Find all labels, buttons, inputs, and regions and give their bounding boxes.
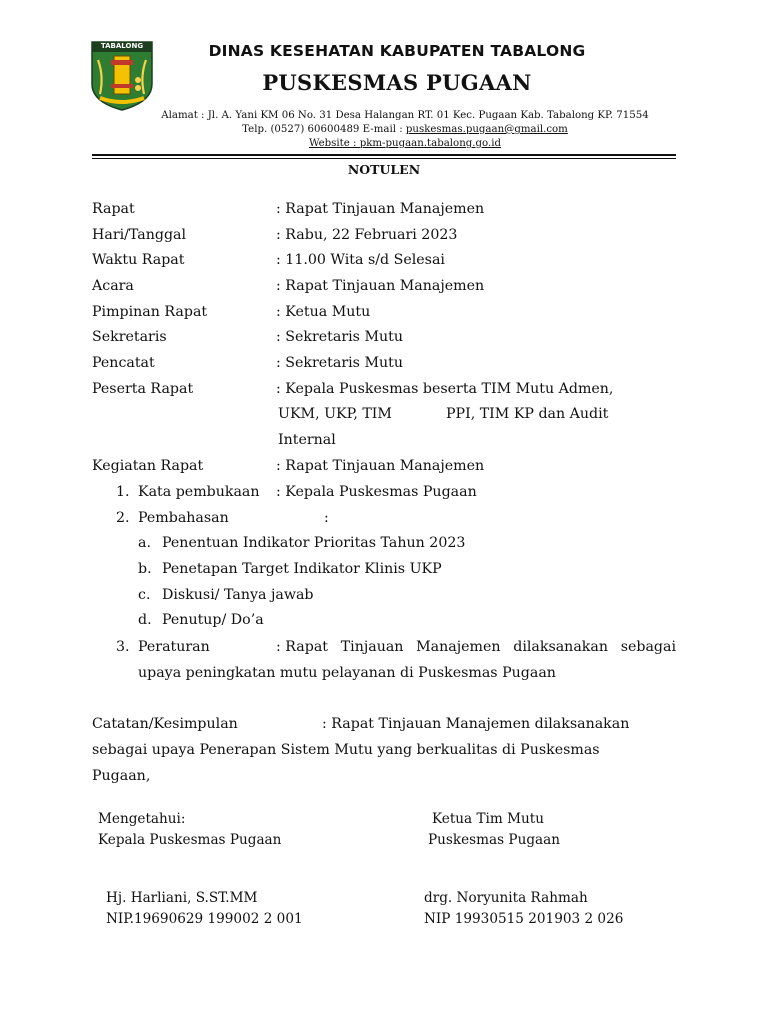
peserta-continuation: Internal	[278, 432, 336, 448]
catatan-value: : Rapat Tinjauan Manajemen dilaksanakan	[322, 716, 630, 732]
item-number: 3.	[116, 639, 130, 655]
item-number: 2.	[116, 510, 130, 526]
subitem-letter: b.	[138, 561, 152, 577]
field-label: Sekretaris	[92, 329, 167, 345]
field-value: : Rapat Tinjauan Manajemen	[276, 278, 485, 294]
peraturan-word: Manajemen	[416, 639, 501, 655]
subitem-letter: d.	[138, 612, 152, 628]
field-value: : Ketua Mutu	[276, 304, 371, 320]
field-label: Hari/Tanggal	[92, 227, 187, 243]
kegiatan-label: Kegiatan Rapat	[92, 458, 204, 474]
field-label: Pimpinan Rapat	[92, 304, 208, 320]
peraturan-word: Tinjauan	[340, 639, 404, 655]
item-label: Kata pembukaan	[138, 484, 260, 500]
signature-role: Mengetahui:	[98, 811, 186, 827]
item-value: :	[324, 510, 329, 526]
peraturan-line1	[276, 638, 676, 656]
peraturan-word: sebagai	[620, 639, 676, 655]
subitem-text: Diskusi/ Tanya jawab	[162, 587, 314, 603]
peserta-continuation: PPI, TIM KP dan Audit	[446, 406, 609, 422]
signature-position: Kepala Puskesmas Pugaan	[98, 832, 282, 848]
website-link[interactable]: Website : pkm-pugaan.tabalong.go.id	[308, 138, 502, 149]
signatory-name: Hj. Harliani, S.ST.MM	[106, 890, 258, 906]
subitem-letter: c.	[138, 587, 151, 603]
field-value: : Sekretaris Mutu	[276, 355, 403, 371]
signature-position: Puskesmas Pugaan	[428, 832, 560, 848]
signatory-nip: NIP 19930515 201903 2 026	[424, 911, 624, 927]
header-divider-thick	[92, 154, 676, 156]
subitem-letter: a.	[138, 535, 151, 551]
field-label: Acara	[92, 278, 134, 294]
signatory-nip: NIP.19690629 199002 2 001	[106, 911, 303, 927]
subitem-text: Penentuan Indikator Prioritas Tahun 2023	[162, 535, 466, 551]
field-label: Rapat	[92, 201, 135, 217]
email-link[interactable]: puskesmas.pugaan@gmail.com	[405, 124, 568, 135]
agency-name: DINAS KESEHATAN KABUPATEN TABALONG	[208, 42, 586, 60]
peraturan-line2: upaya peningkatan mutu pelayanan di Puskesmas Pugaan	[138, 665, 556, 681]
document-title: NOTULEN	[347, 162, 421, 177]
field-value: : Kepala Puskesmas beserta TIM Mutu Admen,	[276, 381, 614, 397]
peraturan-word: dilaksanakan	[513, 639, 608, 655]
signature-role: Ketua Tim Mutu	[432, 811, 544, 827]
item-label: Peraturan	[138, 639, 210, 655]
contact-line	[90, 124, 720, 135]
field-label: Waktu Rapat	[92, 252, 185, 268]
phone-text: Telp. (0527) 60600489 E-mail :	[242, 124, 406, 135]
field-label: Pencatat	[92, 355, 155, 371]
item-number: 1.	[116, 484, 130, 500]
peserta-continuation: UKM, UKP, TIM	[278, 406, 392, 422]
field-value: : Rapat Tinjauan Manajemen	[276, 201, 485, 217]
subitem-text: Penutup/ Do’a	[162, 612, 264, 628]
signatory-name: drg. Noryunita Rahmah	[424, 890, 588, 906]
peraturan-word: : Rapat	[276, 639, 329, 655]
website-line	[90, 138, 720, 149]
header-divider-thin	[92, 158, 676, 159]
field-label: Peserta Rapat	[92, 381, 194, 397]
address-line: Alamat : Jl. A. Yani KM 06 No. 31 Desa Halangan RT. 01 Kec. Pugaan Kab. Tabalong KP. 71554	[161, 110, 649, 121]
catatan-line: Pugaan,	[92, 768, 151, 784]
kegiatan-value: : Rapat Tinjauan Manajemen	[276, 458, 485, 474]
subitem-text: Penetapan Target Indikator Klinis UKP	[162, 561, 442, 577]
item-label: Pembahasan	[138, 510, 229, 526]
logo-caption: TABALONG	[100, 42, 144, 50]
field-value: : Rabu, 22 Februari 2023	[276, 227, 458, 243]
catatan-label: Catatan/Kesimpulan	[92, 716, 238, 732]
catatan-line: sebagai upaya Penerapan Sistem Mutu yang berkualitas di Puskesmas	[92, 742, 600, 758]
field-value: : Sekretaris Mutu	[276, 329, 403, 345]
item-value: : Kepala Puskesmas Pugaan	[276, 484, 477, 500]
tabalong-emblem-logo	[86, 40, 158, 112]
puskesmas-name: PUSKESMAS PUGAAN	[262, 70, 532, 95]
field-value: : 11.00 Wita s/d Selesai	[276, 252, 445, 268]
